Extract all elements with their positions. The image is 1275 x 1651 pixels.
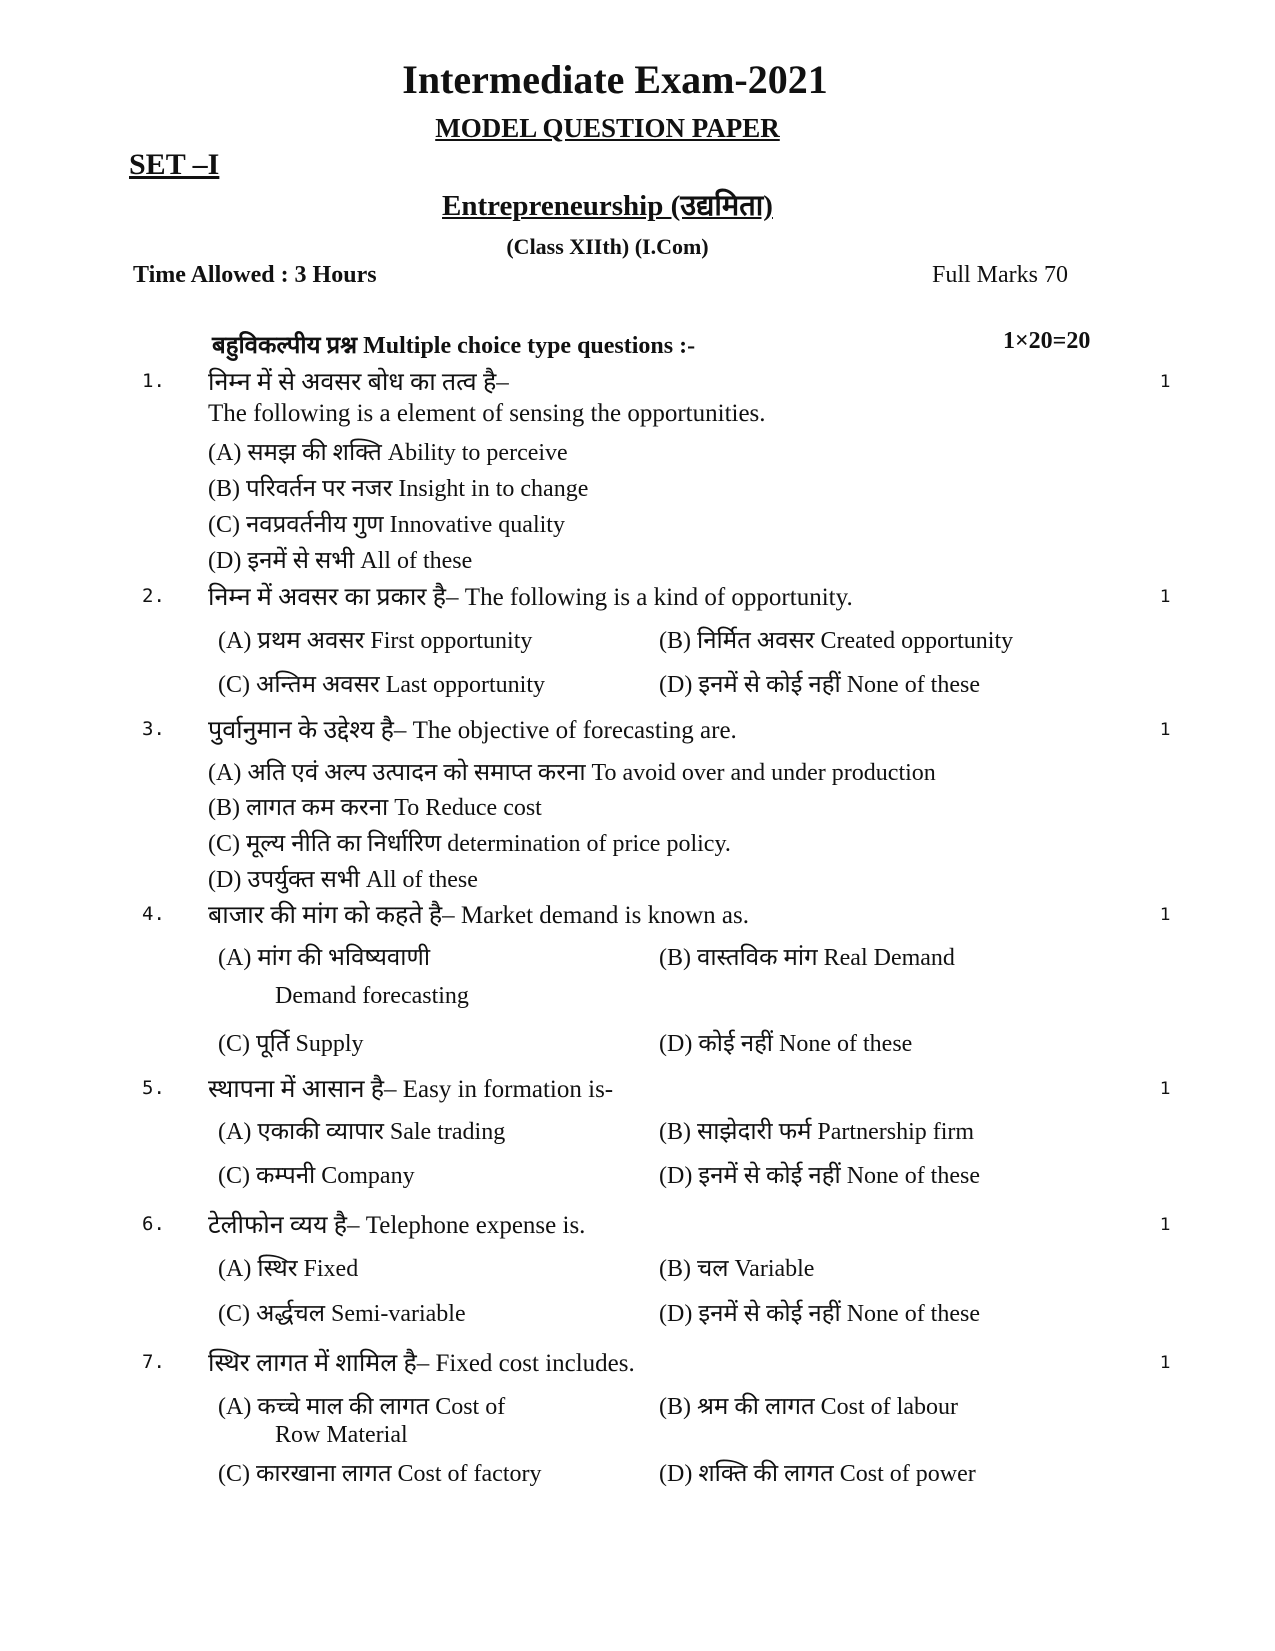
question-mark: 1 (1160, 587, 1171, 607)
question-text: स्थिर लागत में शामिल है– Fixed cost includes. (208, 1350, 635, 1377)
question-number: 5. (142, 1077, 165, 1099)
time-allowed: Time Allowed : 3 Hours (133, 262, 377, 288)
exam-title: Intermediate Exam-2021 (402, 57, 828, 102)
subject-title: Entrepreneurship (उद्यमिता) (442, 190, 773, 222)
option-b: (B) श्रम की लागत Cost of labour (659, 1394, 958, 1420)
option-d: (D) इनमें से कोई नहीं None of these (659, 1301, 980, 1327)
option-a: (A) मांग की भविष्यवाणी (218, 945, 431, 971)
question-mark: 1 (1160, 1215, 1171, 1235)
option-c: (C) अर्द्धचल Semi-variable (218, 1301, 466, 1327)
paper-subtitle: MODEL QUESTION PAPER (435, 113, 780, 143)
question-text: पुर्वानुमान के उद्देश्य है– The objective of forecasting are. (208, 717, 737, 744)
option-c: (C) अन्तिम अवसर Last opportunity (218, 672, 546, 698)
question-number: 7. (142, 1351, 165, 1373)
option-a: (A) अति एवं अल्प उत्पादन को समाप्त करना To avoid over and under production (208, 760, 936, 786)
option-c: (C) पूर्ति Supply (218, 1031, 364, 1057)
question-mark: 1 (1160, 905, 1171, 925)
option-a: (A) एकाकी व्यापार Sale trading (218, 1119, 506, 1145)
question-number: 1. (142, 370, 165, 392)
option-d: (D) इनमें से कोई नहीं None of these (659, 1163, 980, 1189)
question-number: 2. (142, 585, 165, 607)
set-label: SET –I (129, 148, 220, 181)
question-text-english: The following is a element of sensing the opportunities. (208, 400, 766, 427)
option-a: (A) स्थिर Fixed (218, 1256, 359, 1282)
option-b: (B) वास्तविक मांग Real Demand (659, 945, 955, 971)
question-mark: 1 (1160, 1079, 1171, 1099)
section-heading: बहुविकल्पीय प्रश्न Multiple choice type questions :- (212, 333, 696, 359)
question-text: स्थापना में आसान है– Easy in formation is- (208, 1076, 614, 1103)
option-b: (B) लागत कम करना To Reduce cost (208, 795, 542, 821)
option-d: (D) इनमें से कोई नहीं None of these (659, 672, 980, 698)
section-marks: 1×20=20 (1003, 328, 1091, 354)
option-a: (A) प्रथम अवसर First opportunity (218, 628, 533, 654)
option-a-continuation: Row Material (275, 1422, 408, 1448)
question-number: 3. (142, 718, 165, 740)
question-text: टेलीफोन व्यय है– Telephone expense is. (208, 1212, 586, 1239)
option-d: (D) इनमें से सभी All of these (208, 548, 473, 574)
option-a-continuation: Demand forecasting (275, 983, 469, 1009)
question-text: बाजार की मांग को कहते है– Market demand is known as. (208, 902, 749, 929)
option-c: (C) कम्पनी Company (218, 1163, 415, 1189)
option-a: (A) कच्चे माल की लागत Cost of (218, 1394, 506, 1420)
question-text: निम्न में अवसर का प्रकार है– The following is a kind of opportunity. (208, 584, 853, 611)
question-mark: 1 (1160, 372, 1171, 392)
question-mark: 1 (1160, 1353, 1171, 1373)
option-b: (B) निर्मित अवसर Created opportunity (659, 628, 1014, 654)
option-b: (B) चल Variable (659, 1256, 815, 1282)
option-d: (D) शक्ति की लागत Cost of power (659, 1461, 976, 1487)
option-c: (C) नवप्रवर्तनीय गुण Innovative quality (208, 512, 565, 538)
option-a: (A) समझ की शक्ति Ability to perceive (208, 440, 568, 466)
class-line: (Class XIIth) (I.Com) (506, 234, 709, 259)
option-b: (B) परिवर्तन पर नजर Insight in to change (208, 476, 589, 502)
question-text: निम्न में से अवसर बोध का तत्व है– (208, 369, 509, 396)
question-number: 6. (142, 1213, 165, 1235)
question-number: 4. (142, 903, 165, 925)
full-marks: Full Marks 70 (932, 262, 1069, 288)
option-c: (C) कारखाना लागत Cost of factory (218, 1461, 542, 1487)
option-d: (D) कोई नहीं None of these (659, 1031, 913, 1057)
option-c: (C) मूल्य नीति का निर्धारिण determination of price policy. (208, 831, 731, 857)
option-d: (D) उपर्युक्त सभी All of these (208, 867, 478, 893)
question-mark: 1 (1160, 720, 1171, 740)
option-b: (B) साझेदारी फर्म Partnership firm (659, 1119, 975, 1145)
